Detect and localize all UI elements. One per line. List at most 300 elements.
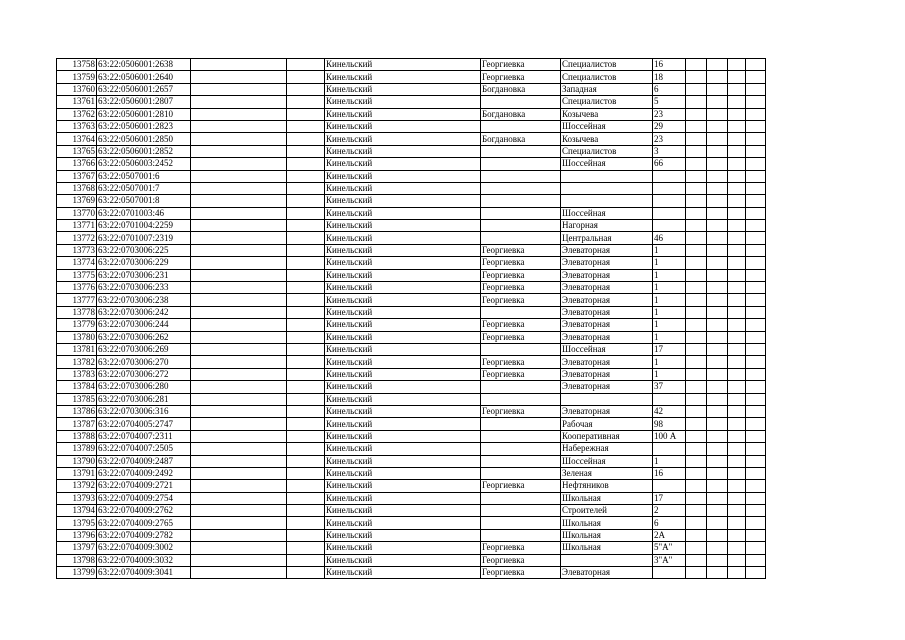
- table-row: [57, 158, 766, 170]
- cadastral-number-cell: 63:22:0704009:2487: [97, 455, 191, 467]
- empty-cell: [707, 232, 728, 244]
- empty-cell: [191, 529, 287, 541]
- house-number-cell: 1: [653, 269, 686, 281]
- empty-cell: [191, 220, 287, 232]
- table-row: [57, 220, 766, 232]
- settlement-cell: Богдановка: [481, 133, 561, 145]
- empty-cell: [686, 108, 707, 120]
- record-number-cell: 13787: [57, 418, 97, 430]
- empty-cell: [707, 207, 728, 219]
- empty-cell: [728, 505, 746, 517]
- empty-cell: [746, 244, 766, 256]
- empty-cell: [746, 269, 766, 281]
- empty-cell: [191, 542, 287, 554]
- empty-cell: [686, 170, 707, 182]
- house-number-cell: 3"А": [653, 554, 686, 566]
- cadastral-number-cell: 63:22:0704009:2782: [97, 529, 191, 541]
- cadastral-number-cell: 63:22:0506001:2640: [97, 71, 191, 83]
- record-number-cell: 13765: [57, 145, 97, 157]
- house-number-cell: [653, 220, 686, 232]
- empty-cell: [191, 257, 287, 269]
- settlement-cell: [481, 492, 561, 504]
- house-number-cell: 29: [653, 120, 686, 132]
- empty-cell: [746, 71, 766, 83]
- empty-cell: [191, 306, 287, 318]
- empty-cell: [707, 430, 728, 442]
- empty-cell: [707, 306, 728, 318]
- empty-cell: [707, 343, 728, 355]
- table-row: [57, 455, 766, 467]
- settlement-cell: [481, 381, 561, 393]
- house-number-cell: 98: [653, 418, 686, 430]
- empty-cell: [287, 529, 325, 541]
- table-row: [57, 554, 766, 566]
- house-number-cell: [653, 567, 686, 579]
- district-cell: Кинельский: [325, 133, 481, 145]
- district-cell: Кинельский: [325, 368, 481, 380]
- empty-cell: [746, 567, 766, 579]
- street-cell: Западная: [561, 83, 653, 95]
- record-number-cell: 13770: [57, 207, 97, 219]
- record-number-cell: 13786: [57, 405, 97, 417]
- empty-cell: [728, 96, 746, 108]
- cadastral-number-cell: 63:22:0703006:316: [97, 405, 191, 417]
- record-number-cell: 13772: [57, 232, 97, 244]
- street-cell: Элеваторная: [561, 282, 653, 294]
- settlement-cell: [481, 120, 561, 132]
- street-cell: Элеваторная: [561, 306, 653, 318]
- street-cell: Элеваторная: [561, 257, 653, 269]
- empty-cell: [707, 505, 728, 517]
- empty-cell: [746, 195, 766, 207]
- record-number-cell: 13767: [57, 170, 97, 182]
- table-row: [57, 480, 766, 492]
- empty-cell: [746, 232, 766, 244]
- street-cell: Нефтяников: [561, 480, 653, 492]
- district-cell: Кинельский: [325, 492, 481, 504]
- empty-cell: [686, 430, 707, 442]
- empty-cell: [707, 158, 728, 170]
- empty-cell: [746, 59, 766, 71]
- empty-cell: [728, 480, 746, 492]
- empty-cell: [686, 133, 707, 145]
- table-row: [57, 207, 766, 219]
- empty-cell: [746, 120, 766, 132]
- street-cell: Специалистов: [561, 71, 653, 83]
- settlement-cell: [481, 96, 561, 108]
- empty-cell: [728, 319, 746, 331]
- empty-cell: [287, 567, 325, 579]
- district-cell: Кинельский: [325, 244, 481, 256]
- table-row: [57, 517, 766, 529]
- cadastral-number-cell: 63:22:0704009:3041: [97, 567, 191, 579]
- empty-cell: [728, 170, 746, 182]
- settlement-cell: [481, 505, 561, 517]
- empty-cell: [686, 368, 707, 380]
- empty-cell: [287, 505, 325, 517]
- empty-cell: [191, 368, 287, 380]
- table-row: [57, 319, 766, 331]
- house-number-cell: [653, 195, 686, 207]
- record-number-cell: 13771: [57, 220, 97, 232]
- empty-cell: [191, 59, 287, 71]
- district-cell: Кинельский: [325, 269, 481, 281]
- empty-cell: [191, 480, 287, 492]
- district-cell: Кинельский: [325, 430, 481, 442]
- empty-cell: [686, 232, 707, 244]
- house-number-cell: [653, 393, 686, 405]
- empty-cell: [287, 306, 325, 318]
- empty-cell: [707, 71, 728, 83]
- record-number-cell: 13791: [57, 467, 97, 479]
- settlement-cell: [481, 393, 561, 405]
- empty-cell: [191, 182, 287, 194]
- district-cell: Кинельский: [325, 170, 481, 182]
- empty-cell: [287, 170, 325, 182]
- empty-cell: [707, 145, 728, 157]
- empty-cell: [287, 554, 325, 566]
- empty-cell: [287, 244, 325, 256]
- empty-cell: [728, 220, 746, 232]
- record-number-cell: 13763: [57, 120, 97, 132]
- empty-cell: [686, 71, 707, 83]
- empty-cell: [707, 368, 728, 380]
- settlement-cell: [481, 517, 561, 529]
- table-row: [57, 269, 766, 281]
- cadastral-number-cell: 63:22:0704009:2765: [97, 517, 191, 529]
- empty-cell: [287, 257, 325, 269]
- empty-cell: [191, 282, 287, 294]
- house-number-cell: 1: [653, 306, 686, 318]
- table-row: [57, 294, 766, 306]
- table-row: [57, 145, 766, 157]
- empty-cell: [707, 567, 728, 579]
- street-cell: Кооперативная: [561, 430, 653, 442]
- cadastral-number-cell: 63:22:0506001:2852: [97, 145, 191, 157]
- street-cell: Элеваторная: [561, 244, 653, 256]
- house-number-cell: 1: [653, 331, 686, 343]
- table-row: [57, 430, 766, 442]
- empty-cell: [686, 405, 707, 417]
- empty-cell: [686, 455, 707, 467]
- settlement-cell: [481, 182, 561, 194]
- empty-cell: [686, 220, 707, 232]
- district-cell: Кинельский: [325, 306, 481, 318]
- record-number-cell: 13782: [57, 356, 97, 368]
- settlement-cell: [481, 170, 561, 182]
- empty-cell: [707, 418, 728, 430]
- empty-cell: [287, 405, 325, 417]
- empty-cell: [686, 120, 707, 132]
- empty-cell: [746, 430, 766, 442]
- district-cell: Кинельский: [325, 232, 481, 244]
- district-cell: Кинельский: [325, 331, 481, 343]
- street-cell: Элеваторная: [561, 356, 653, 368]
- settlement-cell: [481, 443, 561, 455]
- table-row: [57, 381, 766, 393]
- empty-cell: [746, 257, 766, 269]
- street-cell: Шоссейная: [561, 343, 653, 355]
- empty-cell: [287, 232, 325, 244]
- cadastral-number-cell: 63:22:0701007:2319: [97, 232, 191, 244]
- record-number-cell: 13762: [57, 108, 97, 120]
- street-cell: Специалистов: [561, 96, 653, 108]
- table-row: [57, 83, 766, 95]
- street-cell: Элеваторная: [561, 381, 653, 393]
- empty-cell: [686, 145, 707, 157]
- empty-cell: [686, 480, 707, 492]
- street-cell: Центральная: [561, 232, 653, 244]
- empty-cell: [191, 381, 287, 393]
- empty-cell: [746, 158, 766, 170]
- empty-cell: [746, 517, 766, 529]
- district-cell: Кинельский: [325, 59, 481, 71]
- empty-cell: [746, 182, 766, 194]
- house-number-cell: 1: [653, 257, 686, 269]
- house-number-cell: 23: [653, 108, 686, 120]
- street-cell: Элеваторная: [561, 269, 653, 281]
- empty-cell: [728, 554, 746, 566]
- empty-cell: [746, 529, 766, 541]
- record-number-cell: 13773: [57, 244, 97, 256]
- table-row: [57, 257, 766, 269]
- street-cell: Элеваторная: [561, 368, 653, 380]
- street-cell: Шоссейная: [561, 455, 653, 467]
- district-cell: Кинельский: [325, 145, 481, 157]
- cadastral-number-cell: 63:22:0507001:7: [97, 182, 191, 194]
- cadastral-number-cell: 63:22:0703006:229: [97, 257, 191, 269]
- table-row: [57, 170, 766, 182]
- district-cell: Кинельский: [325, 467, 481, 479]
- empty-cell: [728, 83, 746, 95]
- record-number-cell: 13783: [57, 368, 97, 380]
- house-number-cell: 1: [653, 294, 686, 306]
- table-row: [57, 405, 766, 417]
- house-number-cell: 6: [653, 83, 686, 95]
- settlement-cell: Георгиевка: [481, 319, 561, 331]
- empty-cell: [728, 529, 746, 541]
- empty-cell: [287, 96, 325, 108]
- empty-cell: [686, 59, 707, 71]
- empty-cell: [287, 207, 325, 219]
- house-number-cell: 1: [653, 244, 686, 256]
- empty-cell: [686, 492, 707, 504]
- district-cell: Кинельский: [325, 319, 481, 331]
- district-cell: Кинельский: [325, 393, 481, 405]
- empty-cell: [686, 269, 707, 281]
- empty-cell: [728, 182, 746, 194]
- table-row: [57, 59, 766, 71]
- settlement-cell: [481, 418, 561, 430]
- empty-cell: [746, 207, 766, 219]
- empty-cell: [686, 567, 707, 579]
- settlement-cell: Георгиевка: [481, 356, 561, 368]
- record-number-cell: 13774: [57, 257, 97, 269]
- street-cell: Зеленая: [561, 467, 653, 479]
- empty-cell: [686, 356, 707, 368]
- cadastral-number-cell: 63:22:0703006:242: [97, 306, 191, 318]
- empty-cell: [707, 405, 728, 417]
- empty-cell: [728, 269, 746, 281]
- empty-cell: [707, 96, 728, 108]
- record-number-cell: 13780: [57, 331, 97, 343]
- house-number-cell: 1: [653, 319, 686, 331]
- cadastral-number-cell: 63:22:0704007:2505: [97, 443, 191, 455]
- cadastral-number-cell: 63:22:0506001:2850: [97, 133, 191, 145]
- empty-cell: [746, 356, 766, 368]
- empty-cell: [686, 306, 707, 318]
- empty-cell: [191, 356, 287, 368]
- settlement-cell: [481, 455, 561, 467]
- empty-cell: [728, 567, 746, 579]
- table-row: [57, 195, 766, 207]
- settlement-cell: Георгиевка: [481, 567, 561, 579]
- district-cell: Кинельский: [325, 381, 481, 393]
- empty-cell: [287, 182, 325, 194]
- empty-cell: [728, 294, 746, 306]
- empty-cell: [191, 319, 287, 331]
- cadastral-number-cell: 63:22:0704009:3002: [97, 542, 191, 554]
- settlement-cell: [481, 195, 561, 207]
- empty-cell: [686, 443, 707, 455]
- empty-cell: [728, 257, 746, 269]
- street-cell: Козычева: [561, 133, 653, 145]
- empty-cell: [728, 282, 746, 294]
- empty-cell: [746, 145, 766, 157]
- empty-cell: [728, 306, 746, 318]
- district-cell: Кинельский: [325, 343, 481, 355]
- table-row: [57, 567, 766, 579]
- district-cell: Кинельский: [325, 195, 481, 207]
- empty-cell: [191, 405, 287, 417]
- district-cell: Кинельский: [325, 108, 481, 120]
- record-number-cell: 13778: [57, 306, 97, 318]
- empty-cell: [707, 393, 728, 405]
- street-cell: Строителей: [561, 505, 653, 517]
- empty-cell: [728, 418, 746, 430]
- street-cell: Элеваторная: [561, 405, 653, 417]
- record-number-cell: 13793: [57, 492, 97, 504]
- empty-cell: [686, 195, 707, 207]
- house-number-cell: 1: [653, 455, 686, 467]
- house-number-cell: [653, 182, 686, 194]
- record-number-cell: 13795: [57, 517, 97, 529]
- cadastral-table: [56, 58, 766, 579]
- house-number-cell: [653, 207, 686, 219]
- record-number-cell: 13779: [57, 319, 97, 331]
- record-number-cell: 13785: [57, 393, 97, 405]
- empty-cell: [728, 195, 746, 207]
- settlement-cell: [481, 467, 561, 479]
- empty-cell: [707, 195, 728, 207]
- district-cell: Кинельский: [325, 71, 481, 83]
- house-number-cell: 16: [653, 59, 686, 71]
- empty-cell: [746, 405, 766, 417]
- empty-cell: [191, 244, 287, 256]
- empty-cell: [728, 108, 746, 120]
- table-row: [57, 331, 766, 343]
- empty-cell: [707, 554, 728, 566]
- table-body: [57, 59, 766, 579]
- empty-cell: [746, 96, 766, 108]
- cadastral-number-cell: 63:22:0703006:225: [97, 244, 191, 256]
- cadastral-number-cell: 63:22:0507001:8: [97, 195, 191, 207]
- empty-cell: [191, 443, 287, 455]
- empty-cell: [746, 505, 766, 517]
- record-number-cell: 13789: [57, 443, 97, 455]
- table-row: [57, 282, 766, 294]
- street-cell: Нагорная: [561, 220, 653, 232]
- empty-cell: [746, 83, 766, 95]
- settlement-cell: Богдановка: [481, 83, 561, 95]
- empty-cell: [191, 331, 287, 343]
- cadastral-number-cell: 63:22:0704009:2721: [97, 480, 191, 492]
- empty-cell: [191, 207, 287, 219]
- empty-cell: [191, 517, 287, 529]
- empty-cell: [191, 343, 287, 355]
- empty-cell: [686, 158, 707, 170]
- table-row: [57, 356, 766, 368]
- district-cell: Кинельский: [325, 83, 481, 95]
- empty-cell: [746, 294, 766, 306]
- empty-cell: [746, 343, 766, 355]
- empty-cell: [746, 319, 766, 331]
- empty-cell: [746, 418, 766, 430]
- cadastral-number-cell: 63:22:0506001:2810: [97, 108, 191, 120]
- cadastral-number-cell: 63:22:0704005:2747: [97, 418, 191, 430]
- district-cell: Кинельский: [325, 455, 481, 467]
- cadastral-number-cell: 63:22:0704009:2762: [97, 505, 191, 517]
- house-number-cell: 2А: [653, 529, 686, 541]
- cadastral-number-cell: 63:22:0507001:6: [97, 170, 191, 182]
- table-row: [57, 418, 766, 430]
- district-cell: Кинельский: [325, 282, 481, 294]
- empty-cell: [191, 505, 287, 517]
- empty-cell: [728, 71, 746, 83]
- street-cell: [561, 554, 653, 566]
- empty-cell: [191, 71, 287, 83]
- table-row: [57, 306, 766, 318]
- table-row: [57, 542, 766, 554]
- empty-cell: [746, 282, 766, 294]
- empty-cell: [707, 480, 728, 492]
- street-cell: Специалистов: [561, 145, 653, 157]
- empty-cell: [707, 282, 728, 294]
- empty-cell: [746, 455, 766, 467]
- table-row: [57, 120, 766, 132]
- house-number-cell: [653, 443, 686, 455]
- empty-cell: [287, 418, 325, 430]
- empty-cell: [728, 232, 746, 244]
- street-cell: Школьная: [561, 492, 653, 504]
- empty-cell: [707, 220, 728, 232]
- table-row: [57, 232, 766, 244]
- empty-cell: [287, 195, 325, 207]
- cadastral-number-cell: 63:22:0704009:2492: [97, 467, 191, 479]
- table-row: [57, 182, 766, 194]
- empty-cell: [728, 59, 746, 71]
- settlement-cell: Георгиевка: [481, 331, 561, 343]
- cadastral-number-cell: 63:22:0703006:270: [97, 356, 191, 368]
- empty-cell: [287, 83, 325, 95]
- table-row: [57, 505, 766, 517]
- record-number-cell: 13790: [57, 455, 97, 467]
- settlement-cell: [481, 220, 561, 232]
- empty-cell: [728, 356, 746, 368]
- empty-cell: [728, 331, 746, 343]
- street-cell: Школьная: [561, 542, 653, 554]
- record-number-cell: 13796: [57, 529, 97, 541]
